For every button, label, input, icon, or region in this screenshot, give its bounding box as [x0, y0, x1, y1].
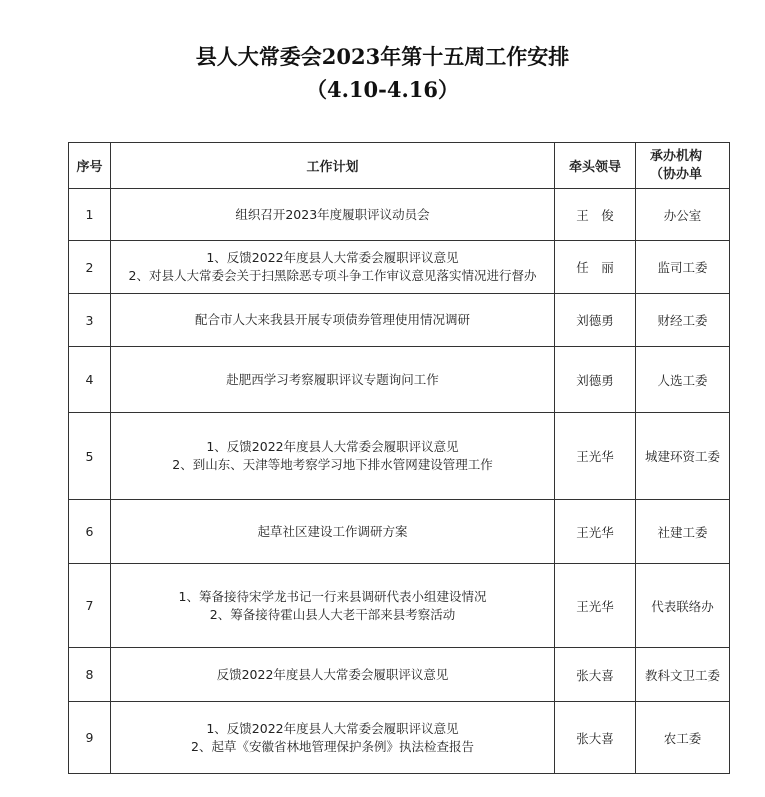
- row-plan: [111, 702, 555, 774]
- row-organization: 办公室: [636, 189, 730, 241]
- header-org-line1: 承办机构: [650, 148, 703, 164]
- row-number: 4: [69, 347, 111, 413]
- row-leader: 刘德勇: [555, 347, 636, 413]
- table-row: [69, 413, 730, 500]
- row-leader: 王光华: [555, 413, 636, 500]
- row-leader: 王光华: [555, 564, 636, 648]
- row-plan: [111, 294, 555, 347]
- header-leader: 牵头领导: [555, 143, 636, 189]
- row-plan: [111, 413, 555, 500]
- row-organization: 代表联络办: [636, 564, 730, 648]
- row-number: 5: [69, 413, 111, 500]
- header-no: 序号: [69, 143, 111, 189]
- plan-line: 配合市人大来我县开展专项债券管理使用情况调研: [194, 312, 470, 327]
- row-number: 6: [69, 500, 111, 564]
- table-row: [69, 500, 730, 564]
- row-organization: 社建工委: [636, 500, 730, 564]
- plan-line: 1、筹备接待宋学龙书记一行来县调研代表小组建设情况: [178, 588, 487, 604]
- row-leader: 刘德勇: [555, 294, 636, 347]
- row-plan: [111, 189, 555, 241]
- row-organization: 城建环资工委: [636, 413, 730, 500]
- row-leader: 任 丽: [555, 241, 636, 294]
- plan-line: 1、反馈2022年度县人大常委会履职评议意见: [206, 250, 459, 265]
- row-plan: [111, 648, 555, 702]
- document-title: 县人大常委会2023年第十五周工作安排: [195, 44, 570, 69]
- plan-line: 反馈2022年度县人大常委会履职评议意见: [216, 666, 449, 682]
- plan-line: 1、反馈2022年度县人大常委会履职评议意见: [206, 720, 459, 736]
- table-row: [69, 648, 730, 702]
- plan-line: 1、反馈2022年度县人大常委会履职评议意见: [206, 439, 459, 454]
- plan-line: 赴肥西学习考察履职评议专题询问工作: [226, 371, 439, 387]
- plan-line: 2、对县人大常委会关于扫黑除恶专项斗争工作审议意见落实情况进行督办: [128, 268, 537, 283]
- header-plan: 工作计划: [111, 143, 555, 189]
- plan-line: 2、筹备接待霍山县人大老干部来县考察活动: [209, 606, 456, 622]
- plan-line: 2、起草《安徽省林地管理保护条例》执法检查报告: [191, 738, 474, 754]
- row-organization: 农工委: [636, 702, 730, 774]
- table-header-row: [69, 143, 730, 189]
- row-plan: [111, 564, 555, 648]
- table-row: [69, 241, 730, 294]
- row-plan: [111, 241, 555, 294]
- row-number: 8: [69, 648, 111, 702]
- row-number: 2: [69, 241, 111, 294]
- header-org: [636, 143, 730, 189]
- document-subtitle: （4.10-4.16）: [305, 77, 459, 102]
- row-number: 3: [69, 294, 111, 347]
- row-organization: 教科文卫工委: [636, 648, 730, 702]
- row-organization: 人选工委: [636, 347, 730, 413]
- plan-line: 起草社区建设工作调研方案: [257, 523, 408, 539]
- row-leader: 王 俊: [555, 189, 636, 241]
- row-leader: 张大喜: [555, 648, 636, 702]
- work-schedule-table: [68, 142, 730, 774]
- table-row: [69, 189, 730, 241]
- row-organization: 监司工委: [636, 241, 730, 294]
- plan-line: 2、到山东、天津等地考察学习地下排水管网建设管理工作: [172, 457, 493, 472]
- row-leader: 张大喜: [555, 702, 636, 774]
- table-row: [69, 294, 730, 347]
- row-number: 9: [69, 702, 111, 774]
- row-number: 7: [69, 564, 111, 648]
- table-row: [69, 347, 730, 413]
- table-row: [69, 702, 730, 774]
- row-leader: 王光华: [555, 500, 636, 564]
- row-plan: [111, 500, 555, 564]
- row-organization: 财经工委: [636, 294, 730, 347]
- plan-line: 组织召开2023年度履职评议动员会: [235, 206, 430, 222]
- header-org-line2: （协办单: [650, 166, 703, 182]
- row-plan: [111, 347, 555, 413]
- row-number: 1: [69, 189, 111, 241]
- table-row: [69, 564, 730, 648]
